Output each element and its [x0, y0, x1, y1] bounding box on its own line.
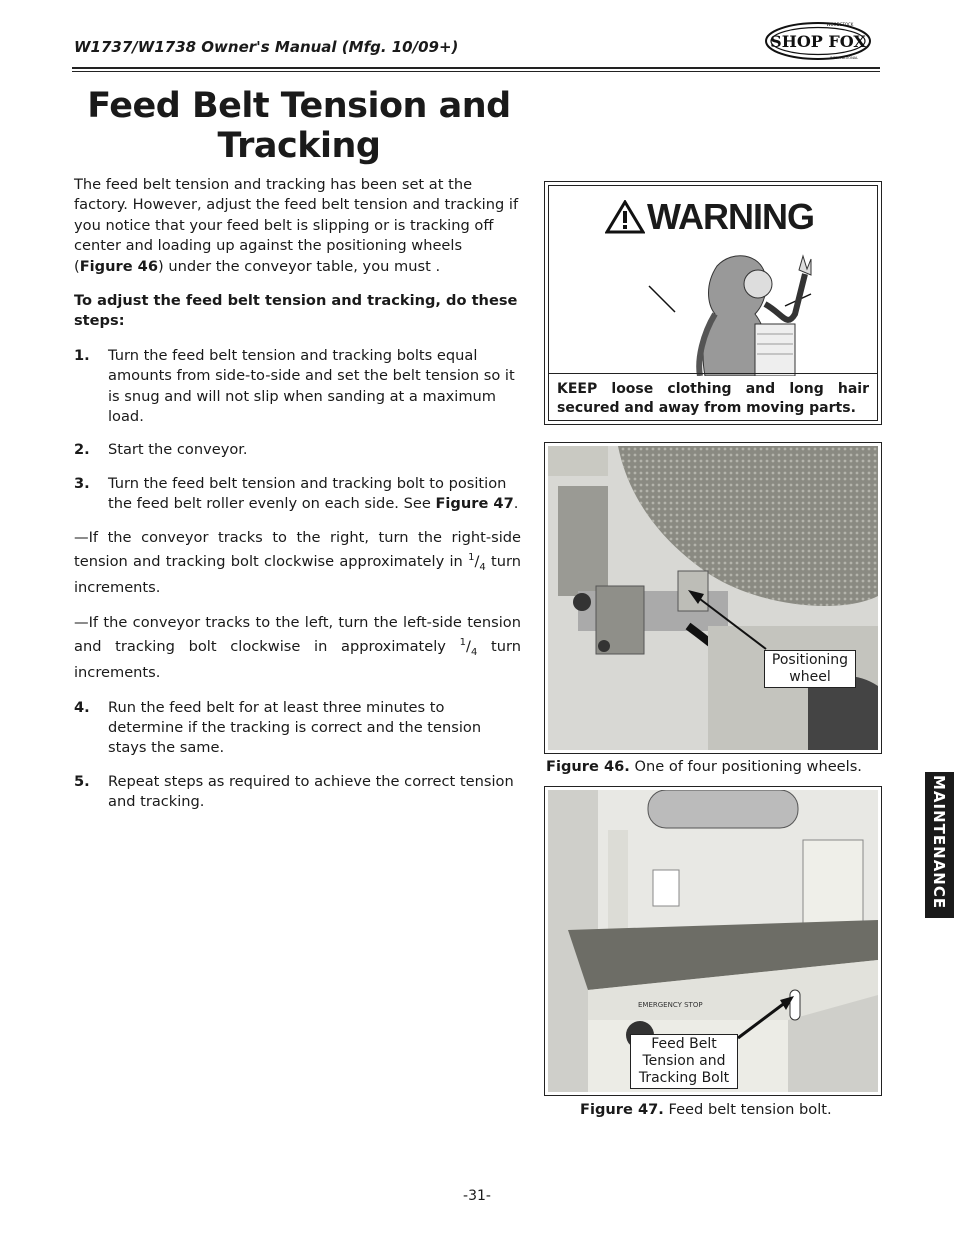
warning-heading: WARNING: [647, 196, 814, 237]
header-rule-thin: [72, 71, 880, 72]
substep-left: —If the conveyor tracks to the left, turn the left-side tension and tracking bolt clockwise in approximately $^1/_4$ turn increments.: [74, 613, 522, 682]
maintenance-side-tab: [925, 772, 954, 918]
substep-right: —If the conveyor tracks to the right, turn the right-side tension and tracking bolt clockwise approximately in $^1/_4$ turn increments.: [74, 528, 522, 597]
figure-46-label: Figure 46.: [546, 758, 630, 775]
step-3: [74, 474, 521, 515]
step-text: Run the feed belt for at least three minutes to determine if the tracking is correct and the tension stays the same.: [108, 698, 482, 757]
section-title-line1: Feed Belt Tension and: [87, 86, 511, 126]
body-text-column: [74, 175, 521, 826]
section-title-line2: Tracking: [217, 126, 381, 166]
fraction-denominator: 4: [479, 561, 486, 573]
figure-46-image: [544, 442, 882, 754]
step-number: 5.: [74, 772, 90, 790]
step-number: 4.: [74, 698, 90, 716]
figure-46-ref[interactable]: Figure 46: [79, 257, 158, 275]
callout-line: Positioning: [771, 652, 849, 668]
step-text: Start the conveyor.: [108, 441, 248, 459]
figure-47-label: Figure 47.: [580, 1101, 664, 1118]
substep-text: —If the conveyor tracks to the left, turn the left-side tension and tracking bolt clockwise in approximately: [74, 613, 521, 655]
intro-paragraph: [74, 175, 521, 277]
warning-triangle-icon: [605, 200, 645, 234]
warning-text-box: [549, 373, 877, 420]
fraction-numerator: 1: [459, 637, 467, 649]
figure-46-frame: [548, 446, 878, 750]
side-tab-label: MAINTENANCE: [930, 775, 948, 910]
page-number: -31-: [463, 1188, 491, 1204]
step-text-end: .: [513, 495, 519, 513]
figure-47-image: [544, 786, 882, 1096]
shop-fox-logo: [764, 20, 872, 62]
figure-47-caption-text: Feed belt tension bolt.: [663, 1101, 832, 1118]
substep-tail: turn increments.: [74, 552, 522, 597]
step-5: [74, 772, 521, 813]
long-hair-warning-illustration: [645, 244, 815, 376]
callout-line: Tension and: [642, 1053, 726, 1069]
step-text: Repeat steps as required to achieve the correct tension and tracking.: [108, 772, 514, 811]
step-number: 1.: [74, 346, 90, 364]
step-number: 2.: [74, 441, 90, 459]
figure-47-ref[interactable]: Figure 47: [435, 495, 514, 513]
section-title: [74, 86, 524, 166]
substep-text: —If the conveyor tracks to the right, turn the right-side tension and tracking bolt clockwise approximately in: [74, 528, 521, 570]
warning-text: KEEP loose clothing and long hair secured and away from moving parts.: [557, 381, 869, 416]
positioning-wheel-callout: [764, 650, 856, 688]
callout-line: Feed Belt: [651, 1036, 717, 1052]
fraction-numerator: 1: [468, 552, 475, 564]
steps-lead: To adjust the feed belt tension and tracking, do these steps:: [74, 292, 518, 330]
svg-text:SHOP FOX: SHOP FOX: [770, 32, 866, 51]
step-number: 3.: [74, 474, 90, 492]
figure-46-caption-text: One of four positioning wheels.: [629, 758, 862, 775]
fraction-denominator: 4: [470, 646, 478, 658]
svg-text:INTERNATIONAL: INTERNATIONAL: [829, 56, 859, 60]
figure-47-frame: [548, 790, 878, 1092]
step-text: Turn the feed belt tension and tracking bolts equal amounts from side-to-side and set the belt tension so it is snug and will not slip when sanding at a maximum load.: [108, 346, 515, 426]
step-2: [74, 440, 521, 460]
figure-46-caption: [546, 758, 862, 775]
intro-text-end: ) under the conveyor table, you must .: [158, 257, 441, 275]
tension-bolt-callout: [630, 1034, 738, 1089]
warning-box: [544, 181, 882, 425]
emergency-stop-label: EMERGENCY STOP: [638, 1001, 703, 1009]
callout-line: Tracking Bolt: [638, 1070, 730, 1086]
step-4: [74, 698, 521, 759]
svg-text:WOODSTOCK: WOODSTOCK: [826, 22, 854, 27]
callout-line: wheel: [789, 669, 831, 685]
header-rule: [72, 67, 880, 69]
substep-tail: turn increments.: [74, 637, 522, 682]
step-1: [74, 346, 521, 428]
figure-47-caption: [580, 1101, 832, 1118]
positioning-wheel-photo: [548, 446, 878, 750]
manual-title: W1737/W1738 Owner's Manual (Mfg. 10/09+): [74, 38, 459, 56]
intro-text: The feed belt tension and tracking has been set at the factory. However, adjust the feed belt tension and tracking if you notice that your feed belt is slipping or is tracking off center and loading up against the positioning wheels (: [74, 176, 519, 275]
step-text: Turn the feed belt tension and tracking bolt to position the feed belt roller evenly on each side. See: [108, 474, 507, 513]
warning-box-inner: [548, 185, 878, 421]
